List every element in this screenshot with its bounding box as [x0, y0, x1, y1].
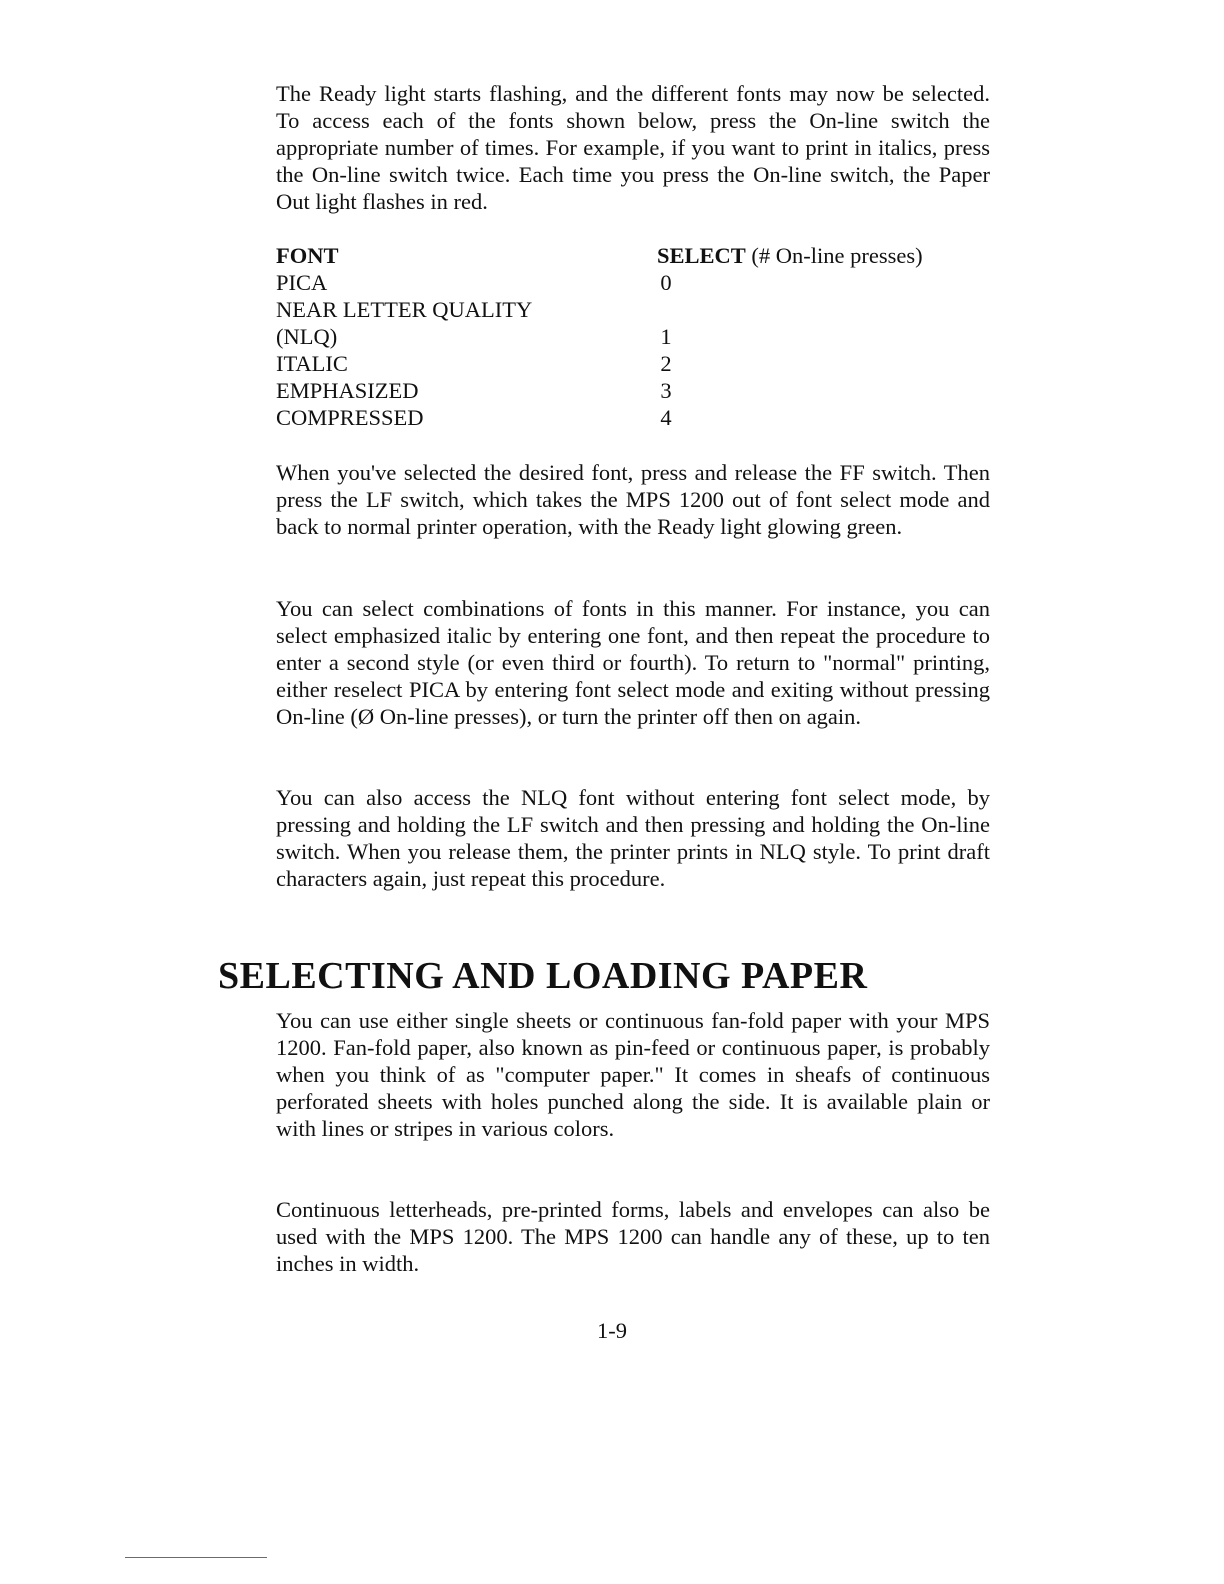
font-name: PICA [276, 270, 328, 295]
header-select-note: (# On-line presses) [751, 243, 923, 268]
press-count: 2 [660, 351, 672, 376]
header-select-label: SELECT [657, 243, 746, 268]
table-row [276, 296, 990, 323]
table-row [276, 404, 990, 431]
font-name: NEAR LETTER QUALITY [276, 297, 533, 322]
font-name: COMPRESSED [276, 405, 424, 430]
press-count: 3 [660, 378, 672, 403]
table-row [276, 323, 990, 350]
font-selected-paragraph: When you've selected the desired font, press and release the FF switch. Then press the LF switch, which takes the MPS 1200 out of font select mode and back to normal printer operation, with the Ready light glowing green. [276, 460, 990, 539]
font-name: ITALIC [276, 351, 348, 376]
scan-edge-divider [125, 1557, 267, 1558]
nlq-shortcut-paragraph: You can also access the NLQ font without entering font select mode, by pressing and holding the LF switch and then pressing and holding the On-line switch. When you release them, the printer prints in NLQ style. To print draft characters again, just repeat this procedure. [276, 785, 990, 891]
letterheads-paragraph: Continuous letterheads, pre-printed forms, labels and envelopes can also be used with the MPS 1200. The MPS 1200 can handle any of these, up to ten inches in width. [276, 1197, 990, 1276]
press-count: 4 [660, 405, 672, 430]
table-row [276, 350, 990, 377]
paper-types-paragraph: You can use either single sheets or continuous fan-fold paper with your MPS 1200. Fan-fold paper, also known as pin-feed or continuous paper, is probably when you think of as "computer paper." It comes in sheafs of continuous perforated sheets with holes punched along the side. It is available plain or with lines or stripes in various colors. [276, 1008, 990, 1141]
press-count: 0 [660, 270, 672, 295]
header-font: FONT [276, 243, 339, 268]
font-name: EMPHASIZED [276, 378, 419, 403]
table-header-row [276, 242, 990, 269]
table-row [276, 269, 990, 296]
page-number: 1-9 [597, 1318, 627, 1343]
press-count: 1 [660, 324, 672, 349]
font-select-table [276, 242, 990, 431]
font-combinations-paragraph: You can select combinations of fonts in this manner. For instance, you can select emphasized italic by entering one font, and then repeat the procedure to enter a second style (or even third or fourth). To return to "normal" printing, either reselect PICA by entering font select mode and exiting without pressing On-line (Ø On-line presses), or turn the printer off then on again. [276, 596, 990, 729]
intro-paragraph: The Ready light starts flashing, and the different fonts may now be selected. To access each of the fonts shown below, press the On-line switch the appropriate number of times. For example, if you want to print in italics, press the On-line switch twice. Each time you press the On-line switch, the Paper Out light flashes in red. [276, 81, 990, 214]
font-name: (NLQ) [276, 324, 338, 349]
table-row [276, 377, 990, 404]
section-heading: SELECTING AND LOADING PAPER [218, 955, 868, 997]
header-select [657, 242, 923, 269]
